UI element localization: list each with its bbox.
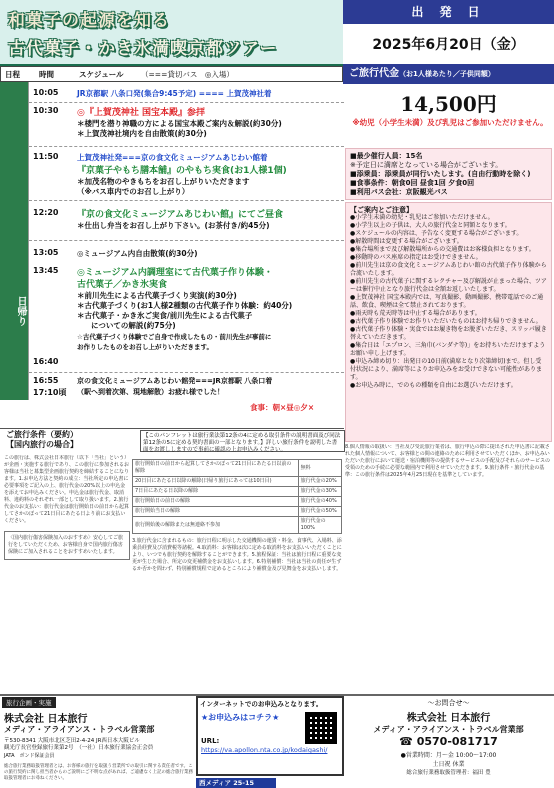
table-row [133, 517, 342, 534]
schedule-line: 京の食文化ミュージアムあじわい館発===JR京都駅 八条口着 [77, 377, 273, 385]
schedule-time: 10:05 [33, 88, 59, 97]
notes-heading: 【ご案内とご注意】 [350, 206, 413, 214]
col-day: 日程 [5, 70, 20, 79]
bus-company: ■利用バス会社：京阪観光バス [350, 188, 448, 196]
note-item: ●前川先生の古代菓子に関するレクチャー及び解説が止まった場合、ツアーは催行中止となり旅行代金は全額お返しいたします。 [350, 278, 547, 293]
conditions-banner: 【このパンフレットは旅行業法第12条の4に定める取引条件の説明書面及び同法第12条の5に定める契約書面の一部となります。】詳しい旅行条件を説明した書面をお渡ししますので事前に確認の上お申込みください。 [140, 430, 345, 452]
apply-here-link[interactable]: ★お申込みはコチラ★ [201, 713, 280, 722]
schedule-time: 11:50 [33, 152, 59, 161]
url-label: URL: [201, 737, 220, 745]
apply-url-link[interactable]: https://va.apollon.nta.co.jp/kodaigashi/ [201, 746, 328, 754]
schedule-line: ＊楼門を潜り神職の方による国宝本殿ご案内＆解説(約30分) [77, 119, 282, 128]
min-participants: ■最少催行人員：15名 [350, 152, 423, 160]
conditions-col3 [345, 444, 552, 694]
contact-title: ～お問合せ～ [427, 699, 470, 707]
schedule-line: 上賀茂神社発===京の食文化ミュージアムあじわい館着 [77, 153, 268, 162]
price-note: ※幼児（小学生未満）及び乳児はご参加いただけません。 [352, 118, 548, 127]
operator-company: 株式会社 日本旅行 [4, 714, 88, 725]
note-item: ●上賀茂神社 国宝本殿内では、写真撮影、動画撮影、携帯電話でのご通話、飲食、喫煙は全て禁止されております。 [350, 294, 544, 309]
departure-date: 2025年6月20日（金） [372, 37, 525, 53]
schedule-line: ◎ミュージアム内自由散策(約30分) [77, 249, 198, 258]
contact-company: 株式会社 日本旅行 [406, 713, 491, 724]
conditions-col1 [4, 455, 130, 695]
table-cell: 旅行代金の30% [298, 487, 341, 497]
note-item: ●スケジュールの内容は、予告なく変更する場合がございます。 [350, 230, 523, 237]
schedule-line: ＊仕出し弁当をお召し上がり下さい。(お茶付き/約45分) [77, 221, 270, 230]
note-item: ●雨天時も荒天時等は中止する場合があります。 [350, 310, 481, 317]
note-item: ●集合場所まで及び解散場所からの交通費はお客様負担となります。 [350, 246, 535, 253]
course-code: 西メディア 25-15 [196, 778, 276, 788]
table-cell: 無料 [298, 460, 341, 477]
contact-manager: 総合旅行業務取扱管理者：福田 豊 [406, 770, 491, 776]
departure-label: 出 発 日 [343, 0, 554, 24]
contact-phone[interactable]: ☎ 0570-081717 [399, 735, 498, 748]
price-label-sub: （お1人様あたり／子供同額） [399, 70, 495, 78]
schedule-time: 16:55 [33, 376, 59, 385]
schedule-line: についての解説(約75分) [91, 321, 176, 330]
conditions-heading: ご旅行条件（要約） [6, 430, 78, 439]
schedule-line: ◎ミュージアム内調理室にて古代菓子作り体験・ [77, 268, 273, 278]
col-schedule: スケジュール [79, 70, 124, 79]
insurance-notice: 〈国内旅行傷害保険加入のおすすめ〉安心してご旅行をしていただくため、お客様自身で国内旅行傷害保険にご加入されることをおすすめいたします。 [4, 531, 130, 560]
note-item: ●古代菓子作り体験でお作りいただいたものはお持ち帰りできません。 [350, 318, 542, 325]
col-legend: （===貸切バス ◎入場） [141, 70, 234, 79]
table-cell: 旅行代金の40% [298, 497, 341, 507]
contact-closed: 土日祝 休業 [432, 761, 465, 768]
note-item: ●小学生未満の幼児・乳児はご参加いただけません。 [350, 214, 494, 221]
tour-title-line2: 古代菓子・かき氷満喫京都ツアー [8, 39, 278, 59]
note-item: ●古代菓子作り体験・実食ではお履き物をお脱ぎいただき、スリッパ履き替えていただきます。 [350, 326, 547, 341]
full-note: ※予定日に満席となっている場合がございます。 [350, 161, 503, 169]
schedule-line: ＊前川先生による古代菓子づくり実演(約30分) [77, 291, 237, 300]
table-cell: 旅行開始当日の解除 [133, 507, 299, 517]
tour-title-line1: 和菓子の起源を知る [8, 11, 170, 31]
notes-list [350, 214, 547, 390]
operator-address: 〒530-8341 大阪市北区芝田2-4-24 JR西日本大阪ビル [4, 738, 140, 744]
schedule-time: 13:05 [33, 248, 59, 257]
conditions-subheading: 【国内旅行の場合】 [6, 440, 78, 449]
schedule-time: 10:30 [33, 106, 59, 115]
table-cell: 20日目にあたる日以降の解除(日帰り旅行にあっては10日目) [133, 477, 299, 487]
price-amount: 14,500円 [400, 92, 497, 116]
note-item: ●前川先生は京の食文化ミュージアムあじわい館の古代菓子作り体験から合流いたします。 [350, 262, 547, 277]
note-item: ●移動時のバス座席の指定はお受けできません。 [350, 254, 482, 261]
schedule-body [28, 82, 343, 400]
schedule-line: ＊古代菓子づくり(お1人様2種類の古代菓子作り体験：約40分) [77, 301, 293, 310]
table-cell: 旅行代金の20% [298, 477, 341, 487]
conditions-text: 8.個人情報の取扱い：当社及び受託旅行業者は、旅行申込の際に提出された申込書に記載された個人情報について、お客様との間の連絡のために利用させていただくほか、お申込みいただいた旅行において運送・宿泊機関等の提供するサービスの手配及びそれらのサービスの受領のための手続に必要な範囲内で利用させていただきます。9.旅行条件・旅行代金の基準：この旅行条件は2025年4月25日現在を基準としています。 [345, 444, 551, 478]
table-cell: 旅行開始日の前日から起算してさかのぼって21日目にあたる日以前の解除 [133, 460, 299, 477]
manager-note: 総合旅行業務取扱管理者とは、お客様の旅行を取扱う営業所での取引に関する責任者です。この旅行契約に関し担当者からのご説明にご不明な点があれば、ご遠慮なく上記の総合旅行業務取扱管理者にお尋ねください。 [4, 764, 193, 781]
notes-box [345, 202, 552, 442]
schedule-time: 13:45 [33, 266, 59, 275]
schedule-line: ＊加茂名物のやきもちをお召し上がりいただきます [77, 177, 250, 186]
operator-division: メディア・アライアンス・トラベル営業部 [4, 725, 155, 734]
operator-label: 旅行企画・実施 [2, 697, 56, 708]
schedule-line: （※バス車内でのお召し上がり） [77, 187, 190, 196]
table-row [133, 497, 342, 507]
day-trip-label: 日帰り [0, 82, 28, 400]
price-label: ご旅行代金 [349, 68, 399, 79]
schedule-line: 古代菓子／かき氷実食 [77, 280, 168, 290]
conditions-text: この旅行は、株式会社日本旅行（以下「当社」という）が企画・実施する旅行であり、この旅行に参加されるお客様は当社と募集型企画旅行契約を締結することになります。1.お申込方法と契約の成立：当社所定の申込書に必要事項をご記入の上、旅行代金の20%以上の申込金を添えてお申込みください。申込金は旅行代金、取消料、違約料のそれぞれ一部として取り扱います。2.旅行代金のお支払い：旅行代金は旅行開始日の前日から起算してさかのぼって21日目にあたる日より前にお支払いください。 [4, 455, 130, 524]
schedule-header [0, 66, 343, 82]
schedule-line: ☆古代菓子づくり体験でご自身で作成したもの・前川先生が事前に [77, 333, 272, 341]
web-apply-title: インターネットでのお申込みとなります。 [200, 700, 323, 708]
note-item: ●お申込み時に、でのもの種類を自由にお選びいただけます。 [350, 382, 517, 389]
note-item: ●解散時間は変更する場合がございます。 [350, 238, 463, 245]
conditions-col2 [132, 455, 342, 695]
schedule-line: JR京都駅 八条口発(集合9:45予定) ==== 上賀茂神社着 [77, 89, 272, 98]
schedule-time: 12:20 [33, 208, 59, 217]
operator-address-block [4, 738, 199, 752]
note-item: ●小学生以上の子供は、大人の旅行代金と同額となります。 [350, 222, 511, 229]
meal-info: 食事：朝×昼◎夕× [250, 403, 315, 412]
schedule-line: 『京の食文化ミュージアムあじわい館』にてご昼食 [77, 210, 284, 220]
note-item: ●申込み締め切り：出発日の10日前(満席となり次第締切)まで。但し受付状況により、満席等によりお申込みをお受けできない可能性があります。 [350, 358, 543, 381]
table-cell: 旅行開始後の解除または無連絡不参加 [133, 517, 299, 534]
schedule-line: お作りしたものをお召し上がりいただきます。 [77, 343, 213, 351]
table-row [133, 507, 342, 517]
note-item: ●集合日は「エプロン、三角巾(バンダナ等)」をお持ちいただけますようお願い申し上げます。 [350, 342, 546, 357]
price-header [343, 64, 554, 84]
schedule-time: 16:40 [33, 357, 59, 366]
contact-hours: ●営業時間：月～金 10:00～17:00 [400, 752, 497, 759]
conditions-text: 3.旅行代金に含まれるもの：旅行日程に明示した交通機関の運賃・料金、食事代、入場料、添乗員経費及び消費税等諸税。4.取消料：お客様は次に定める取消料をお支払いいただくことにより、いつでも旅行契約を解除することができます。5.旅程保証：当社は旅行日程に重要な変更が生じた場合、所定の変更補償金をお支払いします。6.特別補償：当社は当社の責任が生ずるか否かを問わず、特別補償規程で定めるところにより補償金及び見舞金をお支払いします。 [132, 538, 342, 572]
contact-block [345, 698, 552, 784]
qr-code-icon[interactable] [305, 712, 337, 744]
meal-conditions: ■食事条件：朝食0回 昼食1回 夕食0回 [350, 179, 475, 187]
operator-license: 観光庁長官登録旅行業第2号 （一社）日本旅行業協会正会員 [4, 745, 154, 751]
schedule-line: ◎『上賀茂神社 国宝本殿』参拝 [77, 108, 205, 118]
table-row [133, 460, 342, 477]
table-cell: 旅行代金の100% [298, 517, 341, 534]
table-cell: 旅行開始日の前日の解除 [133, 497, 299, 507]
table-cell: 7日目にあたる日以降の解除 [133, 487, 299, 497]
schedule-line: （駅へ到着次第、現地解散）お疲れ様でした！ [77, 388, 224, 396]
table-row [133, 487, 342, 497]
membership-logos: JATA ボンド保証会員 [4, 753, 55, 759]
tour-conductor: ■添乗員：添乗員が同行いたします。(自由行動時を除く) [350, 170, 531, 178]
table-row [133, 477, 342, 487]
schedule-line: 『京菓子やもち膳本舗』のやもち実食(お1人様1個) [77, 166, 287, 176]
schedule-time: 17:10頃 [33, 388, 67, 397]
contact-division: メディア・アライアンス・トラベル営業部 [373, 725, 524, 734]
tour-info-box [345, 148, 552, 200]
conditions-heading-block [2, 430, 142, 452]
col-time: 時間 [39, 70, 54, 79]
schedule-line: ＊上賀茂神社境内を自由散策(約30分) [77, 129, 207, 138]
cancellation-table [132, 459, 342, 534]
table-cell: 旅行代金の50% [298, 507, 341, 517]
schedule-line: ＊古代菓子・かき氷ご実食/前川先生による古代菓子 [77, 311, 253, 320]
